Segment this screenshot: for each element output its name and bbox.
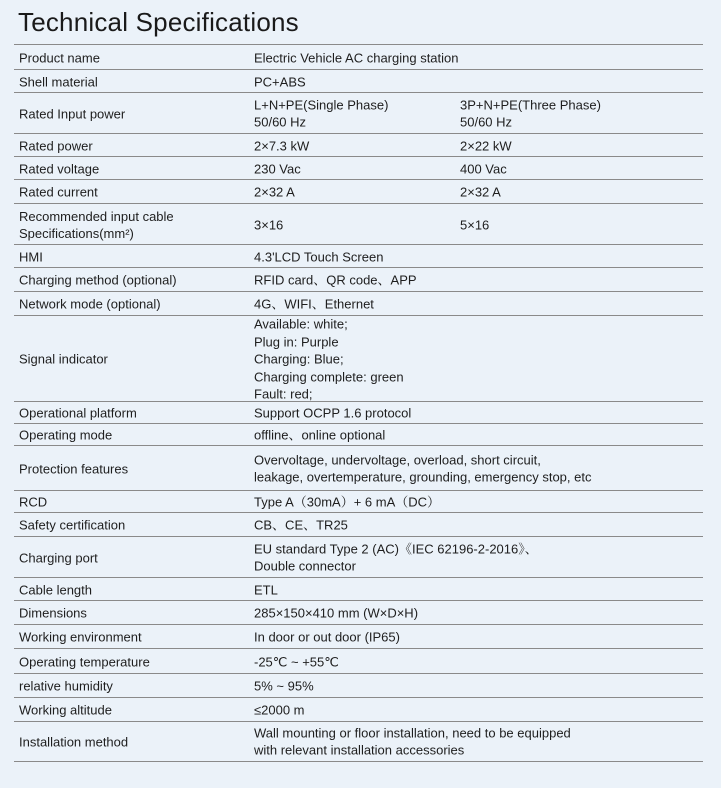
spec-row — [14, 401, 703, 424]
spec-value-three-phase: 2×32 A — [460, 184, 501, 200]
spec-value: Available: white; Plug in: Purple Charging: Blue; Charging complete: green Fault: red; — [254, 316, 404, 402]
spec-row — [14, 92, 703, 134]
spec-row — [14, 291, 703, 316]
spec-value: 285×150×410 mm (W×D×H) — [254, 605, 419, 621]
spec-label: Rated voltage — [19, 161, 100, 176]
spec-label: RCD — [19, 494, 48, 510]
spec-label: Product name — [19, 50, 100, 65]
spec-value: 2×7.3 kW — [254, 137, 310, 153]
spec-value: 4.3'LCD Touch Screen — [254, 248, 384, 264]
spec-row — [14, 648, 703, 674]
spec-label: Signal indicator — [19, 351, 108, 367]
spec-value: offline、online optional — [254, 427, 386, 443]
spec-value: Support OCPP 1.6 protocol — [254, 405, 412, 421]
spec-value: Wall mounting or floor installation, need to be equipped with relevant installation accessories — [254, 725, 571, 758]
spec-label: Working altitude — [19, 702, 112, 718]
spec-value: 4G、WIFI、Ethernet — [254, 296, 374, 312]
spec-row — [14, 445, 703, 491]
spec-value-three-phase: 5×16 — [460, 216, 490, 232]
spec-label: Operating mode — [19, 427, 113, 443]
spec-label: Recommended input cable Specifications(mm²) — [19, 208, 174, 241]
spec-value: Electric Vehicle AC charging station — [254, 49, 459, 65]
spec-label: Shell material — [19, 74, 98, 89]
spec-label: Installation method — [19, 734, 129, 749]
spec-value: 2×32 A — [254, 184, 295, 200]
spec-value: ≤2000 m — [254, 702, 305, 718]
spec-value: Overvoltage, undervoltage, overload, short circuit, leakage, overtemperature, grounding, emergency stop, etc — [254, 452, 592, 485]
spec-row — [14, 44, 703, 70]
spec-label: Operating temperature — [19, 654, 150, 669]
spec-row — [14, 267, 703, 292]
spec-label: Charging port — [19, 550, 98, 565]
spec-row — [14, 536, 703, 578]
spec-label: Safety certification — [19, 517, 126, 533]
spec-row — [14, 156, 703, 180]
spec-row — [14, 203, 703, 245]
spec-label: Network mode (optional) — [19, 296, 161, 312]
spec-row — [14, 69, 703, 93]
spec-row — [14, 577, 703, 601]
spec-label: Operational platform — [19, 405, 137, 421]
spec-value: L+N+PE(Single Phase) 50/60 Hz — [254, 97, 389, 130]
spec-label: Dimensions — [19, 605, 87, 621]
spec-label: Rated power — [19, 138, 93, 153]
spec-value: -25℃ ~ +55℃ — [254, 653, 339, 669]
spec-row — [14, 600, 703, 625]
spec-label: Rated current — [19, 184, 98, 200]
spec-label: Working environment — [19, 629, 142, 645]
spec-label: HMI — [19, 249, 43, 264]
spec-value: In door or out door (IP65) — [254, 629, 400, 645]
spec-row — [14, 423, 703, 446]
spec-label: Rated Input power — [19, 106, 126, 121]
spec-row — [14, 315, 703, 402]
spec-value: Type A（30mA）+ 6 mA（DC） — [254, 494, 441, 510]
spec-value: ETL — [254, 581, 278, 597]
spec-row — [14, 721, 703, 762]
spec-row — [14, 133, 703, 157]
spec-label: relative humidity — [19, 678, 113, 694]
spec-value: 230 Vac — [254, 160, 301, 176]
spec-label: Protection features — [19, 461, 129, 476]
spec-row — [14, 673, 703, 698]
spec-value-three-phase: 2×22 kW — [460, 137, 512, 153]
spec-row — [14, 624, 703, 649]
spec-row — [14, 697, 703, 722]
spec-value-three-phase: 3P+N+PE(Three Phase) 50/60 Hz — [460, 97, 601, 130]
spec-row — [14, 244, 703, 268]
spec-row — [14, 179, 703, 204]
spec-row — [14, 512, 703, 537]
spec-label: Charging method (optional) — [19, 272, 177, 288]
spec-row — [14, 490, 703, 513]
spec-value: CB、CE、TR25 — [254, 517, 348, 533]
spec-value: EU standard Type 2 (AC)《IEC 62196-2-2016》、 Double connector — [254, 541, 538, 574]
spec-value-three-phase: 400 Vac — [460, 160, 507, 176]
spec-value: 5% ~ 95% — [254, 678, 314, 694]
page-title: Technical Specifications — [18, 7, 299, 37]
spec-value: PC+ABS — [254, 73, 306, 89]
spec-value: 3×16 — [254, 216, 284, 232]
spec-value: RFID card、QR code、APP — [254, 272, 417, 288]
spec-label: Cable length — [19, 582, 92, 597]
